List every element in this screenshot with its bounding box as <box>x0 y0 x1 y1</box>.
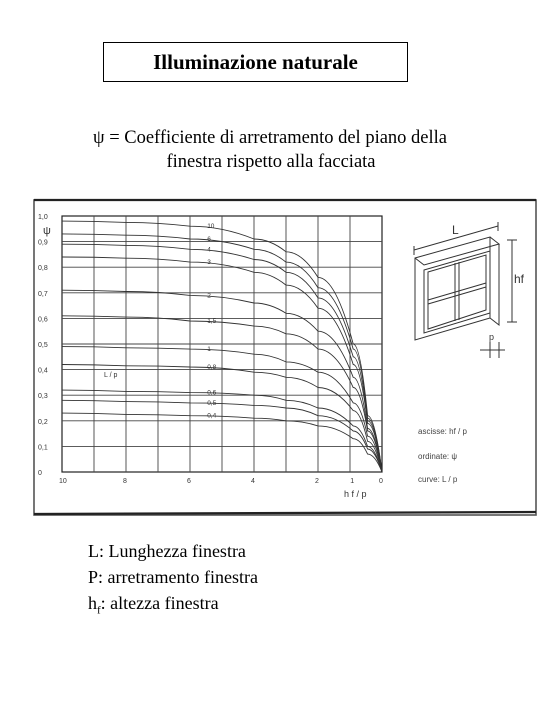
x-tick-label: 8 <box>123 478 127 485</box>
curve-label: 1,5 <box>207 317 217 325</box>
y-tick-label: 0,4 <box>38 367 48 375</box>
subtitle-line-2: finestra rispetto alla facciata <box>166 152 376 172</box>
legend-P: P: arretramento finestra <box>88 567 258 587</box>
curve-label: 0,5 <box>207 399 217 407</box>
legend <box>88 538 258 624</box>
y-tick-label: 0,2 <box>38 418 48 426</box>
y-tick-label: 0,9 <box>38 239 48 247</box>
x-tick-label: 2 <box>315 478 319 485</box>
curve-family-label: L / p <box>104 372 118 379</box>
curve-label: 1 <box>207 346 211 354</box>
scanned-figure <box>0 190 540 520</box>
note-ascisse: ascisse: hf / p <box>418 427 467 436</box>
y-tick-label: 0,7 <box>38 290 48 298</box>
legend-hf-text: : altezza finestra <box>100 593 219 613</box>
legend-hf-subscript: f <box>97 604 101 617</box>
subtitle-line-1: ψ = Coefficiente di arretramento del piano della <box>92 128 448 148</box>
label-hf: hf <box>514 272 525 286</box>
curve-label: 10 <box>207 223 215 231</box>
legend-hf-letter: h <box>88 593 97 613</box>
note-ordinate: ordinate: ψ <box>418 452 458 461</box>
x-tick-label: 10 <box>59 478 67 485</box>
x-tick-label: 6 <box>187 478 191 485</box>
x-tick-label: 4 <box>251 478 255 485</box>
curve-label: 6 <box>207 236 211 244</box>
y-tick-label: 0 <box>38 470 42 477</box>
curve-label: 0,4 <box>207 412 217 420</box>
legend-hf <box>88 590 258 624</box>
label-p: p <box>489 332 495 342</box>
x-axis-label: h f / p <box>344 489 367 499</box>
y-axis-label: ψ <box>43 225 51 237</box>
x-tick-label: 0 <box>379 478 383 485</box>
curve-label: 3 <box>207 259 211 267</box>
label-L: L <box>452 223 459 237</box>
y-tick-label: 0,3 <box>38 393 48 401</box>
y-tick-label: 0,8 <box>38 265 48 273</box>
chart-subtitle <box>30 126 510 174</box>
x-tick-label: 1 <box>350 478 355 485</box>
curve-label: 4 <box>207 246 211 254</box>
y-tick-label: 0,1 <box>38 444 48 452</box>
curve-label: 0,8 <box>207 364 217 372</box>
figure-frame <box>34 200 536 515</box>
y-tick-label: 1,0 <box>38 214 48 221</box>
note-curve: curve: L / p <box>418 475 458 484</box>
legend-L: L: Lunghezza finestra <box>88 541 246 561</box>
y-tick-label: 0,6 <box>38 316 48 324</box>
y-tick-label: 0,5 <box>38 342 48 349</box>
page-title: Illuminazione naturale <box>103 42 408 82</box>
curve-label: 0,6 <box>207 389 217 397</box>
curve-label: 2 <box>207 292 211 300</box>
